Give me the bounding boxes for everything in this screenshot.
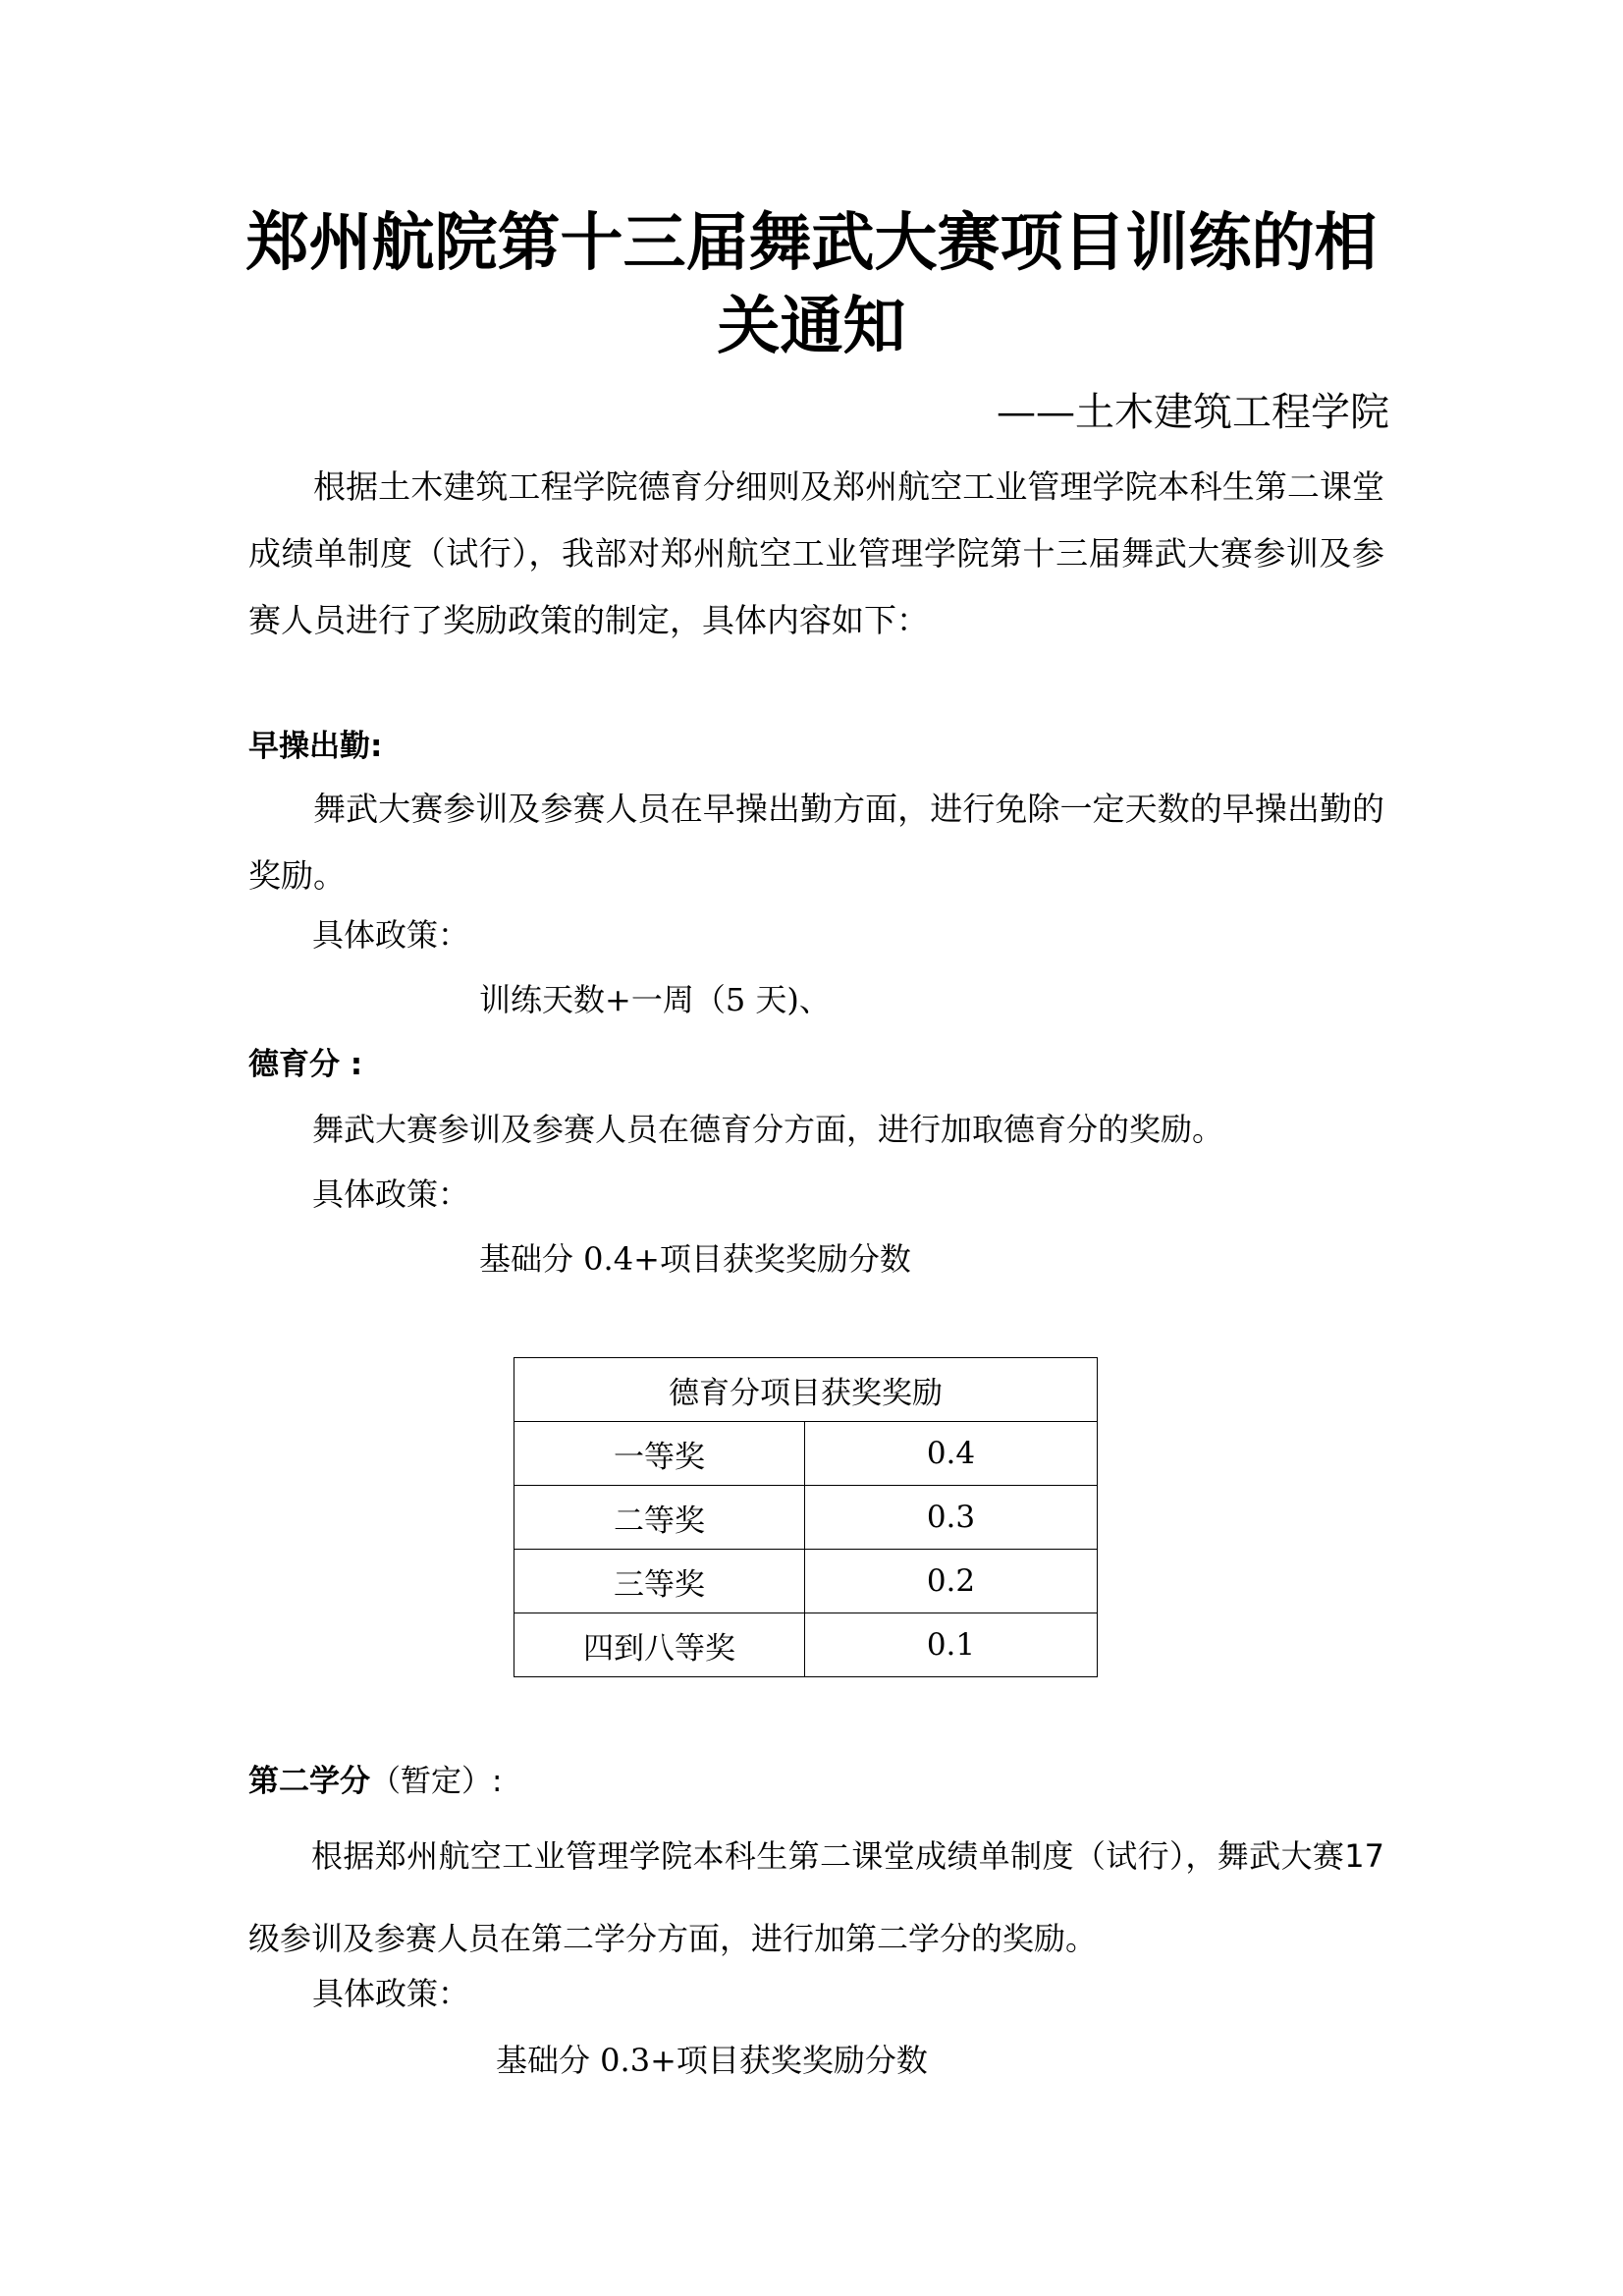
award-level: 二等奖	[514, 1486, 805, 1550]
second-credit-policy: 基础分 0.3+项目获奖奖励分数	[496, 2042, 928, 2079]
award-table	[514, 1357, 1098, 1677]
morning-policy-label: 具体政策：	[312, 916, 470, 954]
second-credit-heading-bold: 第二学分	[248, 1764, 370, 1799]
section-heading-second-credit	[248, 1762, 502, 1801]
document-title-line1: 郑州航院第十三届舞武大赛项目训练的相	[245, 207, 1378, 280]
intro-paragraph: 根据土木建筑工程学院德育分细则及郑州航空工业管理学院本科生第二课堂成绩单制度（试行），我部对郑州航空工业管理学院第十三届舞武大赛参训及参赛人员进行了奖励政策的制定，具体内容如下：	[248, 467, 1384, 639]
section-heading-morning: 早操出勤:	[248, 729, 383, 764]
section-heading-moral: 德育分 :	[248, 1047, 363, 1082]
award-score: 0.2	[804, 1550, 1097, 1613]
byline: ——土木建筑工程学院	[997, 390, 1389, 435]
document-title-line2: 关通知	[717, 291, 906, 363]
table-header-row	[514, 1358, 1098, 1422]
moral-policy: 基础分 0.4+项目获奖奖励分数	[479, 1240, 911, 1278]
award-score: 0.4	[804, 1422, 1097, 1486]
moral-description: 舞武大赛参训及参赛人员在德育分方面，进行加取德育分的奖励。	[312, 1111, 1224, 1148]
morning-description: 舞武大赛参训及参赛人员在早操出勤方面，进行免除一定天数的早操出勤的奖励。	[248, 790, 1384, 895]
morning-policy: 训练天数+一周（5 天)、	[479, 981, 831, 1018]
table-row	[514, 1613, 1098, 1677]
second-credit-policy-label: 具体政策：	[312, 1975, 470, 2012]
second-credit-description: 根据郑州航空工业管理学院本科生第二课堂成绩单制度（试行），舞武大赛17级参训及参赛人员在第二学分方面，进行加第二学分的奖励。	[248, 1837, 1384, 1957]
table-row	[514, 1486, 1098, 1550]
moral-policy-label: 具体政策：	[312, 1175, 470, 1213]
award-score: 0.1	[804, 1613, 1097, 1677]
table-header: 德育分项目获奖奖励	[514, 1358, 1098, 1422]
table-row	[514, 1422, 1098, 1486]
award-level: 四到八等奖	[514, 1613, 805, 1677]
award-level: 一等奖	[514, 1422, 805, 1486]
award-score: 0.3	[804, 1486, 1097, 1550]
second-credit-heading-note: （暂定）:	[370, 1764, 503, 1799]
table-row	[514, 1550, 1098, 1613]
award-level: 三等奖	[514, 1550, 805, 1613]
